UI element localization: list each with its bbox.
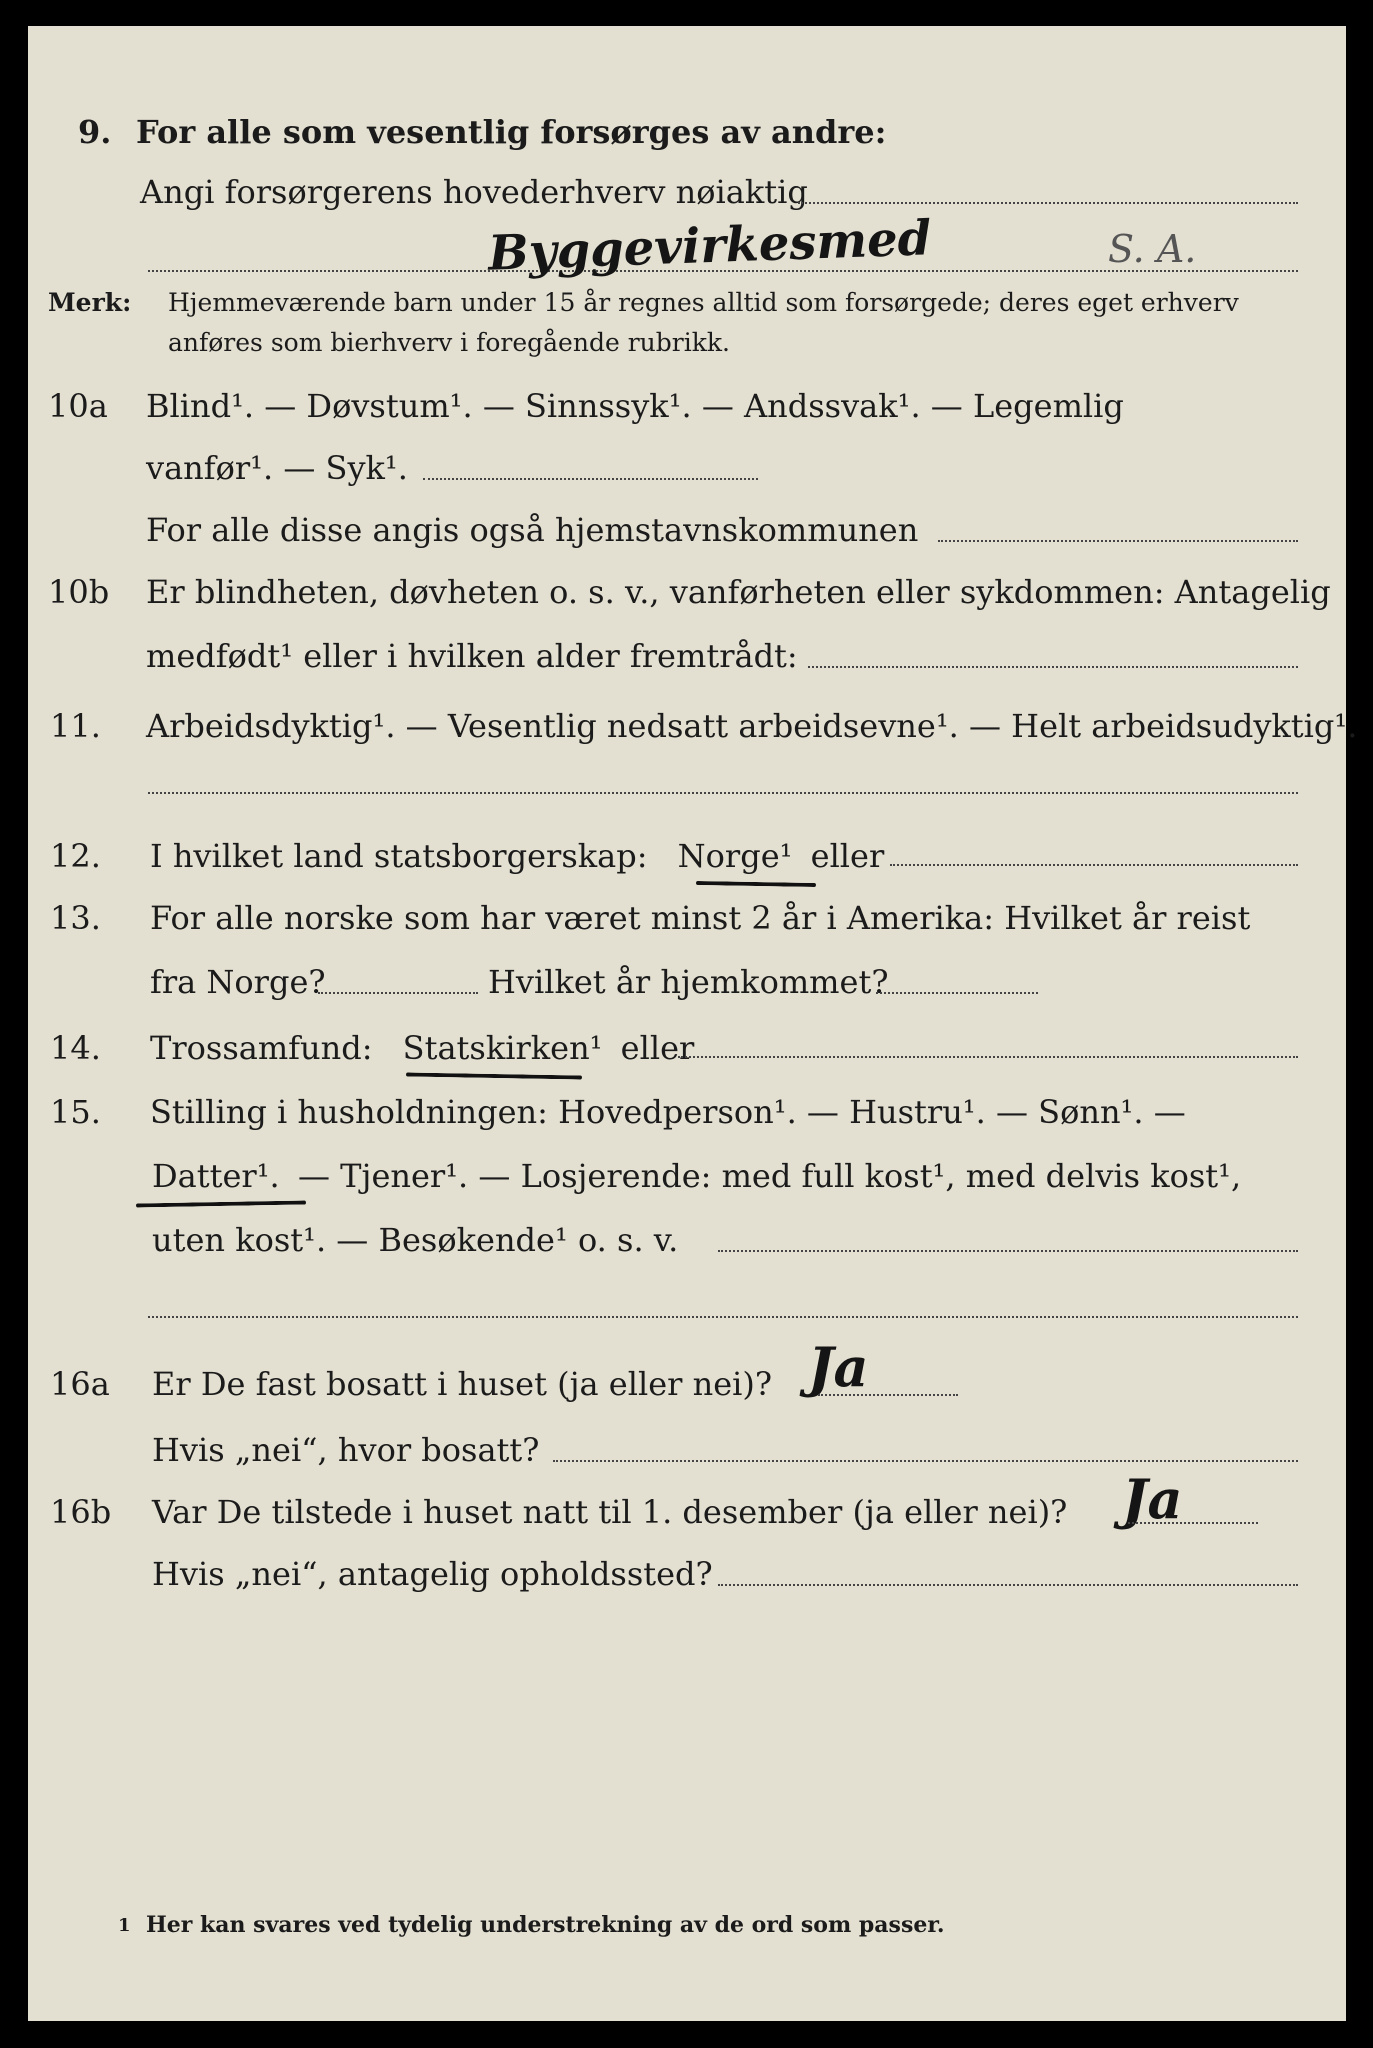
q15-dotted-line-2	[148, 1316, 1298, 1318]
q12-text	[150, 837, 885, 875]
q9-handwritten-extra: S. A.	[1108, 227, 1197, 271]
q12-eller: eller	[810, 837, 885, 875]
footnote-mark: 1	[118, 1915, 131, 1936]
q9-dotted-line-1	[798, 202, 1298, 204]
q11-line1: Arbeidsdyktig¹. — Vesentlig nedsatt arbeidsevne¹. — Helt arbeidsudyktig¹.	[146, 707, 1358, 745]
q15-line3: uten kost¹. — Besøkende¹ o. s. v.	[152, 1221, 679, 1259]
q16b-line1: Var De tilstede i huset natt til 1. desember (ja eller nei)?	[152, 1493, 1068, 1531]
q16b-dotted-line-2	[718, 1584, 1298, 1586]
q10b-line2: medfødt¹ eller i hvilken alder fremtrådt:	[146, 637, 798, 675]
q13-line1: For alle norske som har været minst 2 år i Amerika: Hvilket år reist	[150, 899, 1251, 937]
q15-line2: — Tjener¹. — Losjerende: med full kost¹, med delvis kost¹,	[298, 1157, 1242, 1195]
q13-dotted-line-2	[876, 992, 1038, 994]
q10b-dotted-line	[808, 666, 1298, 668]
q10a-line2: vanfør¹. — Syk¹.	[146, 449, 408, 487]
q15-number: 15.	[50, 1093, 101, 1131]
q10b-number: 10b	[48, 573, 110, 611]
q15-underline	[136, 1201, 306, 1208]
q16a-handwritten-answer: Ja	[808, 1335, 869, 1399]
footnote-text: Her kan svares ved tydelig understrekning av de ord som passer.	[146, 1912, 945, 1938]
q11-dotted-line	[148, 792, 1298, 794]
q9-handwritten-answer: Byggevirkesmed	[487, 210, 933, 282]
q14-question: Trossamfund:	[150, 1029, 373, 1067]
q10a-line3: For alle disse angis også hjemstavnskommunen	[146, 511, 919, 549]
q10a-line1: Blind¹. — Døvstum¹. — Sinnssyk¹. — Andssvak¹. — Legemlig	[146, 387, 1124, 425]
q16a-line2: Hvis „nei“, hvor bosatt?	[152, 1431, 540, 1469]
q13-line2b: Hvilket år hjemkommet?	[488, 963, 889, 1001]
q14-choice-statskirken: Statskirken¹	[402, 1029, 603, 1067]
q14-text	[150, 1029, 695, 1067]
q9-note-line1: Hjemmeværende barn under 15 år regnes alltid som forsørgede; deres eget erhverv	[168, 288, 1239, 317]
q14-number: 14.	[50, 1029, 101, 1067]
q15-choice-datter: Datter¹.	[152, 1157, 280, 1195]
q14-underline	[406, 1072, 582, 1079]
q12-number: 12.	[50, 837, 101, 875]
q16b-line2: Hvis „nei“, antagelig opholdssted?	[152, 1555, 713, 1593]
q14-eller: eller	[620, 1029, 695, 1067]
q11-number: 11.	[50, 707, 101, 745]
q13-dotted-line-1	[318, 992, 478, 994]
q16a-line1: Er De fast bosatt i huset (ja eller nei)?	[152, 1365, 773, 1403]
q16a-dotted-line-2	[553, 1460, 1298, 1462]
q10b-line1: Er blindheten, døvheten o. s. v., vanførheten eller sykdommen: Antagelig	[146, 573, 1331, 611]
q9-line1: Angi forsørgerens hovederhverv nøiaktig	[140, 173, 808, 211]
q9-note-line2: anføres som bierhverv i foregående rubrikk.	[168, 328, 730, 357]
q10a-dotted-line-2	[938, 540, 1298, 542]
q12-question: I hvilket land statsborgerskap:	[150, 837, 648, 875]
q13-number: 13.	[50, 899, 101, 937]
q16b-dotted-line-1	[1128, 1522, 1258, 1524]
q10a-number: 10a	[48, 387, 108, 425]
q9-title: For alle som vesentlig forsørges av andre:	[136, 113, 887, 151]
q13-line2a: fra Norge?	[150, 963, 326, 1001]
q16a-dotted-line-1	[818, 1394, 958, 1396]
q14-dotted-line	[678, 1056, 1298, 1058]
q10a-dotted-line-1	[423, 478, 758, 480]
q12-underline	[696, 881, 816, 887]
q9-number: 9.	[78, 113, 112, 151]
q16a-number: 16a	[50, 1365, 110, 1403]
q12-dotted-line	[890, 864, 1298, 866]
q16b-handwritten-answer: Ja	[1122, 1467, 1183, 1531]
census-form-page	[28, 26, 1358, 2021]
q15-dotted-line-1	[718, 1250, 1298, 1252]
q15-line1: Stilling i husholdningen: Hovedperson¹. — Hustru¹. — Sønn¹. —	[150, 1093, 1186, 1131]
q12-choice-norge: Norge¹	[677, 837, 793, 875]
q9-note-label: Merk:	[48, 288, 132, 317]
q16b-number: 16b	[50, 1493, 112, 1531]
